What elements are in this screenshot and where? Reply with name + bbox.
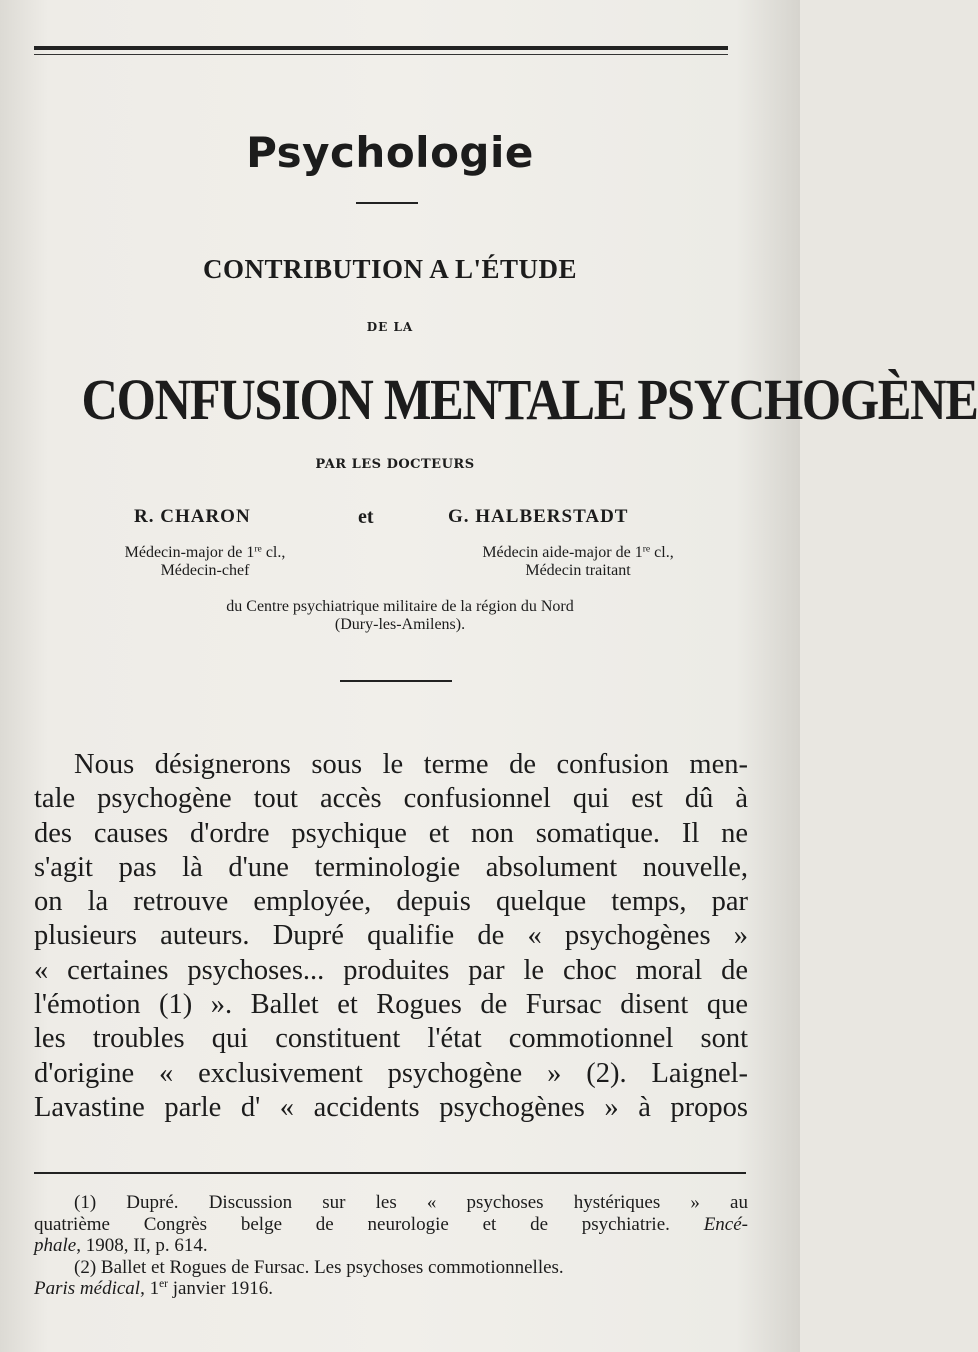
body-line: plusieurs auteurs. Dupré qualifie de « psychogènes »: [34, 920, 748, 952]
body-line: Lavastine parle d' « accidents psychogènes » à propos: [34, 1091, 748, 1123]
footnote-2-line: (2) Ballet et Rogues de Fursac. Les psychoses commotionnelles.: [74, 1256, 564, 1278]
body-line: tale psychogène tout accès confusionnel qui est dû à: [34, 783, 748, 815]
footnote-1-line: (1) Dupré. Discussion sur les « psychoses hystériques » au: [74, 1192, 748, 1213]
author-halberstadt: G. HALBERSTADT: [448, 506, 629, 527]
body-line: d'origine « exclusivement psychogène » (2). Laignel-: [34, 1057, 748, 1089]
body-line: on la retrouve employée, depuis quelque temps, par: [34, 886, 748, 918]
body-line: « certaines psychoses... produites par le choc moral de: [34, 954, 748, 986]
title-de-la: DE LA: [366, 320, 414, 334]
title-contribution: CONTRIBUTION A L'ÉTUDE: [202, 254, 578, 284]
institution-line-2: (Dury-les-Amilens).: [334, 616, 466, 633]
body-line: Nous désignerons sous le terme de confusion men-: [74, 749, 748, 780]
body-line: les troubles qui constituent l'état commotionnel sont: [34, 1023, 748, 1055]
byline: PAR LES DOCTEURS: [315, 457, 475, 472]
body-paragraph: [34, 748, 748, 1125]
footnote-rule: [34, 1172, 746, 1174]
header-thin-rule: [34, 54, 728, 55]
footnote-1-line: quatrième Congrès belge de neurologie et de psychiatrie. Encé-: [34, 1213, 748, 1235]
footnote-1-line: phale, 1908, II, p. 614.: [34, 1235, 208, 1256]
author-conjunction: et: [358, 506, 374, 528]
body-divider: [340, 680, 452, 682]
affiliation-charon: Médecin-major de 1re cl., Médecin-chef: [124, 543, 286, 579]
body-line: s'agit pas là d'une terminologie absolument nouvelle,: [34, 851, 748, 883]
header-double-rule: [34, 46, 728, 50]
body-line: des causes d'ordre psychique et non somatique. Il ne: [34, 817, 748, 849]
institution-line-1: du Centre psychiatrique militaire de la région du Nord: [226, 598, 574, 615]
body-line: l'émotion (1) ». Ballet et Rogues de Fursac disent que: [34, 989, 748, 1021]
affiliation-halberstadt: Médecin aide-major de 1re cl., Médecin traitant: [482, 543, 674, 579]
section-divider: [356, 202, 418, 204]
footnote-2-line: Paris médical, 1er janvier 1916.: [34, 1278, 273, 1299]
article-title: CONFUSION MENTALE PSYCHOGÈNE: [81, 367, 978, 432]
author-charon: R. CHARON: [134, 506, 251, 527]
footnotes: [34, 1192, 748, 1300]
section-heading: Psychologie: [246, 128, 534, 177]
